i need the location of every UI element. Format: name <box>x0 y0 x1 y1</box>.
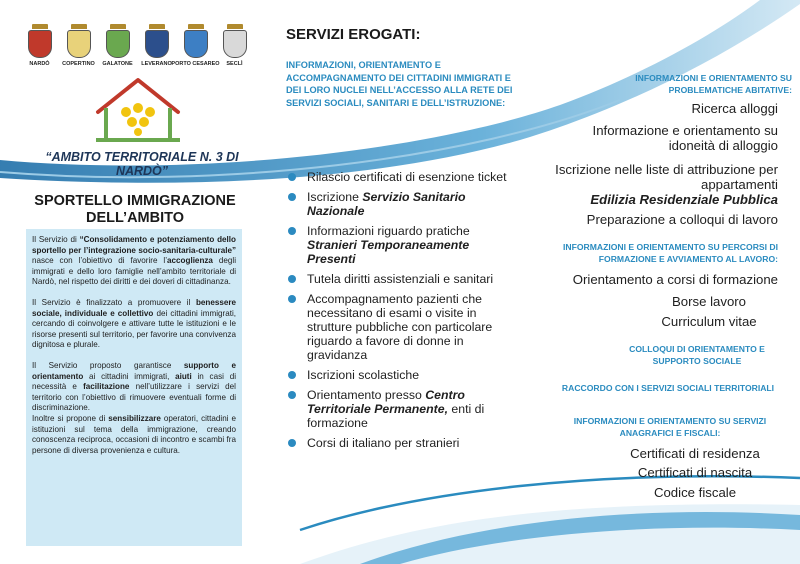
servizi-title: SERVIZI EROGATI: <box>286 26 421 43</box>
crown-icon <box>149 24 165 29</box>
heading-anagrafici: INFORMAZIONI E ORIENTAMENTO SU SERVIZI ANAGRAFICI E FISCALI: <box>573 416 767 438</box>
intro-paragraph-2: Il Servizio è finalizzato a promuovere il benessere sociale, individuale e collettivo dei cittadini immigrati, cercando di coinvolgere e attivare tutte le istituzioni e le risorse presenti sul territorio, per favorire una convivenza dignitosa e plurale. <box>32 297 236 350</box>
list-item: Informazioni riguardo pratiche Stranieri Temporaneamente Presenti <box>282 224 520 266</box>
bullet-icon <box>288 295 296 303</box>
crest-label: PORTO CESAREO <box>171 61 220 67</box>
shield-icon <box>223 30 247 58</box>
crest-label: NARDÒ <box>29 61 50 67</box>
crest-label: SECLÌ <box>226 61 243 67</box>
item-certificati-residenza: Certificati di residenza <box>630 446 760 461</box>
item-ricerca-alloggi: Ricerca alloggi <box>691 101 778 116</box>
item-certificati-nascita: Certificati di nascita <box>637 465 753 480</box>
intro-paragraph-3: Il Servizio proposto garantisce supporto e orientamento ai cittadini immigrati, aiuti in casi di necessità e facilitazione nell’utilizzare i servizi del territorio con l’obiettivo di rimuovere eventuali forme di discriminazione. <box>32 360 236 413</box>
crown-icon <box>71 24 87 29</box>
ambito-title: “AMBITO TERRITORIALE N. 3 DI NARDÒ” <box>45 150 239 178</box>
bullet-icon <box>288 193 296 201</box>
bullet-icon <box>288 227 296 235</box>
item-borse-lavoro: Borse lavoro <box>671 294 747 309</box>
bullet-icon <box>288 391 296 399</box>
crown-icon <box>227 24 243 29</box>
crest-label: COPERTINO <box>62 61 95 67</box>
crest-porto-cesareo <box>171 24 220 67</box>
list-item: Iscrizioni scolastiche <box>282 368 520 382</box>
bullet-icon <box>288 173 296 181</box>
item-codice-fiscale: Codice fiscale <box>653 485 737 500</box>
crown-icon <box>188 24 204 29</box>
list-item: Rilascio certificati di esenzione ticket <box>282 170 520 184</box>
intro-paragraph-1: Il Servizio di “Consolidamento e potenziamento dello sportello per l’integrazione socio-sanitaria-culturale” nasce con l’obiettivo di favorire l’accoglienza degli immigrati e dello loro famiglie nell’ambito territoriale di Nardò, nel rispetto dei diritti e dei doveri di cittadinanza. <box>32 235 236 287</box>
item-curriculum: Curriculum vitae <box>661 314 757 329</box>
list-item: Accompagnamento pazienti che necessitano di esami o visite in strutture pubbliche con particolare riguardo a favore di donne in gravidanza <box>282 292 520 362</box>
heading-colloqui: COLLOQUI DI ORIENTAMENTO E SUPPORTO SOCIALE <box>629 344 765 366</box>
heading-formazione: INFORMAZIONI E ORIENTAMENTO SU PERCORSI DI FORMAZIONE E AVVIAMENTO AL LAVORO: <box>562 242 778 264</box>
item-idoneita-alloggio: Informazione e orientamento su idoneità di alloggio <box>592 123 778 153</box>
shield-icon <box>106 30 130 58</box>
item-corsi-formazione: Orientamento a corsi di formazione <box>572 272 778 287</box>
crown-icon <box>110 24 126 29</box>
sportello-title-line2: DELL’AMBITO <box>85 210 184 226</box>
crest-nardo <box>22 24 57 67</box>
crest-label: GALATONE <box>102 61 133 67</box>
servizi-subtitle: INFORMAZIONI, ORIENTAMENTO E ACCOMPAGNAMENTO DEI CITTADINI IMMIGRATI E DEI LORO NUCLEI NELL’ACCESSO ALLA RETE DEI SERVIZI SOCIALI, SANITARI E DELL’ISTRUZIONE: <box>286 60 513 109</box>
intro-description-box <box>26 229 242 546</box>
crest-secli <box>217 24 252 67</box>
servizi-list <box>282 170 520 456</box>
shield-icon <box>145 30 169 58</box>
heading-housing: INFORMAZIONI E ORIENTAMENTO SU PROBLEMATICHE ABITATIVE: <box>635 73 792 95</box>
list-item: Tutela diritti assistenziali e sanitari <box>282 272 520 286</box>
house-logo <box>90 76 186 146</box>
crest-leverano <box>139 24 174 67</box>
bullet-icon <box>288 439 296 447</box>
crest-galatone <box>100 24 135 67</box>
sportello-title <box>20 193 250 227</box>
sportello-title-line1: SPORTELLO IMMIGRAZIONE <box>34 193 236 209</box>
crest-label: LEVERANO <box>141 61 172 67</box>
list-item: Corsi di italiano per stranieri <box>282 436 520 450</box>
shield-icon <box>28 30 52 58</box>
crest-copertino <box>61 24 96 67</box>
item-colloqui-lavoro: Preparazione a colloqui di lavoro <box>586 212 778 227</box>
item-iscrizione-liste: Iscrizione nelle liste di attribuzione per appartamenti Edilizia Residenziale Pubblica <box>555 162 778 207</box>
list-item: Orientamento presso Centro Territoriale Permanente, enti di formazione <box>282 388 520 430</box>
shield-icon <box>184 30 208 58</box>
municipality-crests <box>22 24 252 67</box>
intro-paragraph-4: Inoltre si propone di sensibilizzare operatori, cittadini e istituzioni sul tema della immigrazione, creando conoscenza reciproca, occasioni di incontro e scambi fra persone di diversa provenienza e cultura. <box>32 413 237 455</box>
bullet-icon <box>288 371 296 379</box>
list-item: Iscrizione Servizio Sanitario Nazionale <box>282 190 520 218</box>
heading-raccordo: RACCORDO CON I SERVIZI SOCIALI TERRITORIALI <box>561 383 775 393</box>
shield-icon <box>67 30 91 58</box>
bullet-icon <box>288 275 296 283</box>
crown-icon <box>32 24 48 29</box>
